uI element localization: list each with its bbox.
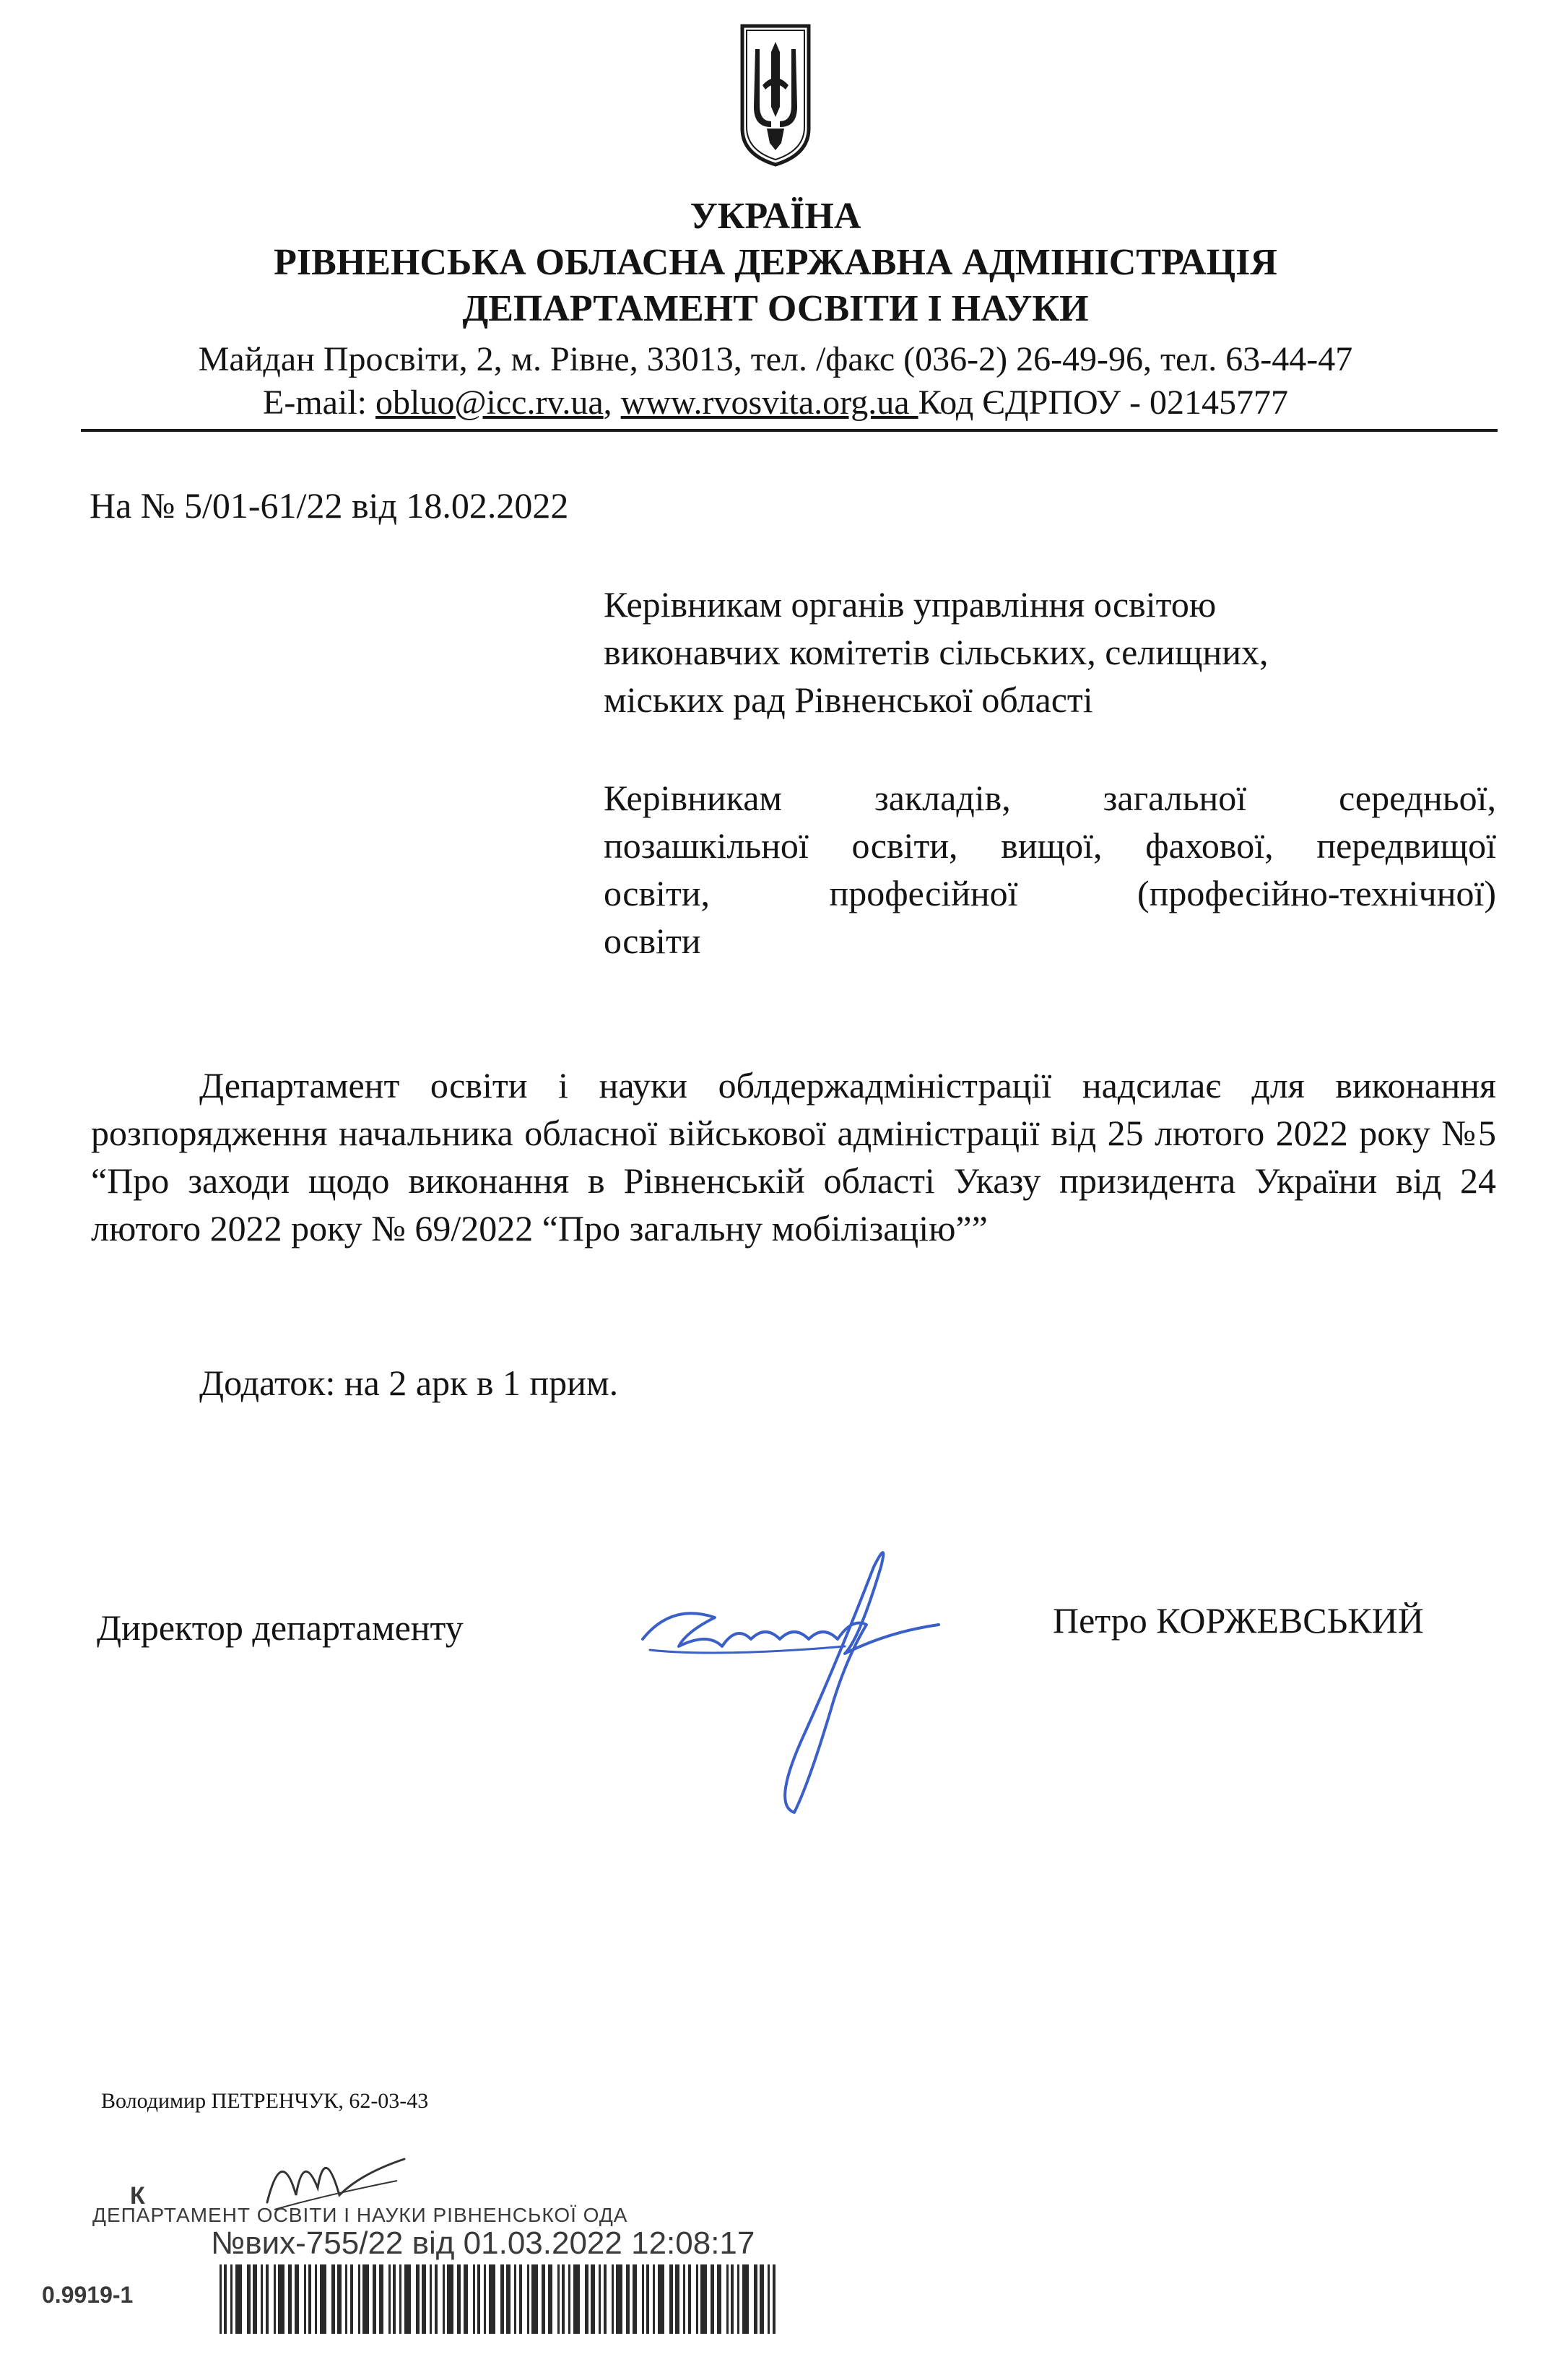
barcode-bar [278, 2264, 284, 2334]
barcode-bar [362, 2264, 369, 2334]
barcode-bar [247, 2264, 251, 2334]
barcode-bar [266, 2264, 269, 2334]
barcode-bar [519, 2264, 522, 2334]
barcode-bar [304, 2264, 306, 2334]
barcode-bar [235, 2264, 242, 2334]
barcode-bar [514, 2264, 516, 2334]
barcode-bar [653, 2264, 655, 2334]
contacts-separator: , [603, 383, 621, 422]
barcode-bar [731, 2264, 734, 2334]
recipient-block-1 [604, 581, 1496, 724]
header-rule [81, 429, 1498, 432]
barcode-bar [646, 2264, 649, 2334]
coat-of-arms-icon [735, 20, 816, 169]
recipient-line: позашкільної освіти, вищої, фахової, передвищої [604, 825, 1496, 866]
barcode-bar [500, 2264, 504, 2334]
barcode-bar [350, 2264, 353, 2334]
barcode-bar [358, 2264, 360, 2334]
barcode-bar [642, 2264, 644, 2334]
barcode-bar [726, 2264, 729, 2334]
barcode-bar [253, 2264, 257, 2334]
barcode-bar [696, 2264, 698, 2334]
barcode-bar [295, 2264, 299, 2334]
barcode-bar [754, 2264, 757, 2334]
header-country: УКРАЇНА [690, 196, 861, 237]
recipient-line: Керівникам органів управління освітою [604, 584, 1217, 625]
website-link[interactable]: www.rvosvita.org.ua [620, 383, 918, 422]
barcode-bar [274, 2264, 276, 2334]
barcode-bar [604, 2264, 607, 2334]
barcode-bar [220, 2264, 222, 2334]
barcode-bar [616, 2264, 622, 2334]
barcode-bar [768, 2264, 770, 2334]
barcode-bar [473, 2264, 475, 2334]
header-contacts [0, 383, 1551, 423]
barcode-bar [430, 2264, 432, 2334]
barcode-bar [447, 2264, 453, 2334]
email-label: E-mail: [263, 383, 375, 422]
barcode-bar [773, 2264, 776, 2334]
barcode-bar [742, 2264, 749, 2334]
barcode-bar [224, 2264, 227, 2334]
barcode-bar [345, 2264, 347, 2334]
barcode-bar [422, 2264, 426, 2334]
barcode-bar [404, 2264, 411, 2334]
barcode-bar [612, 2264, 614, 2334]
barcode-bar [633, 2264, 637, 2334]
barcode-bar [337, 2264, 342, 2334]
header-administration: РІВНЕНСЬКА ОБЛАСНА ДЕРЖАВНА АДМІНІСТРАЦІЯ [274, 242, 1277, 283]
barcode-bar [393, 2264, 396, 2334]
barcode-bar [331, 2264, 335, 2334]
recipient-line: міських рад Рівненської області [604, 679, 1093, 720]
barcode-bar [261, 2264, 263, 2334]
recipient-line: виконавчих комітетів сільських, селищних, [604, 632, 1269, 672]
barcode-bar [683, 2264, 685, 2334]
barcode-bar [416, 2264, 420, 2334]
barcode-bar [443, 2264, 445, 2334]
barcode-bar [308, 2264, 311, 2334]
barcode-bar [700, 2264, 707, 2334]
barcode-bar [477, 2264, 480, 2334]
body-paragraph: Департамент освіти і науки облдержадміністрації надсилає для виконання розпорядження начальника обласної військової адміністрації від 25 лютого 2022 року №5 “Про заходи щодо виконання в Рівненській області Указу призидента України від 24 лютого 2022 року № 69/2022 “Про загальну мобілізацію”” [91, 1065, 1496, 1248]
barcode-bar [435, 2264, 438, 2334]
barcode-bar [688, 2264, 691, 2334]
recipient-line: освіти [604, 921, 701, 961]
stamp-code: 0.9919-1 [42, 2282, 134, 2308]
barcode-bar [320, 2264, 326, 2334]
body-paragraph-block [91, 1061, 1496, 1252]
attachment-block [91, 1359, 1496, 1407]
barcode-bar [760, 2264, 764, 2334]
barcode-bar [399, 2264, 401, 2334]
barcode [217, 2264, 780, 2334]
barcode-bar [573, 2264, 580, 2334]
barcode-bar [388, 2264, 391, 2334]
barcode-bar [626, 2264, 630, 2334]
stamp-registration-number: №вих-755/22 від 01.03.2022 12:08:17 [211, 2225, 755, 2261]
barcode-bar [542, 2264, 545, 2334]
barcode-bar [557, 2264, 560, 2334]
barcode-bar [457, 2264, 461, 2334]
attachment-note: Додаток: на 2 арк в 1 прим. [199, 1363, 619, 1403]
reference-line: На № 5/01-61/22 від 18.02.2022 [90, 485, 569, 526]
barcode-bar [288, 2264, 292, 2334]
signatory-title: Директор департаменту [97, 1607, 464, 1648]
barcode-bar [484, 2264, 486, 2334]
barcode-bar [717, 2264, 721, 2334]
barcode-bar [379, 2264, 383, 2334]
signatory-name: Петро КОРЖЕВСЬКИЙ [1053, 1600, 1424, 1641]
barcode-bar [373, 2264, 376, 2334]
barcode-bar [527, 2264, 529, 2334]
barcode-bar [669, 2264, 673, 2334]
recipient-line: Керівникам закладів, загальної середньої, [604, 778, 1496, 818]
recipient-line: освіти, професійної (професійно-технічної) [604, 873, 1496, 913]
recipient-block-2 [604, 774, 1496, 965]
edrpou-code: Код ЄДРПОУ - 02145777 [918, 383, 1288, 422]
barcode-bar [531, 2264, 538, 2334]
barcode-bar [658, 2264, 664, 2334]
header-address: Майдан Просвіти, 2, м. Рівне, 33013, тел. /факс (036-2) 26-49-96, тел. 63-44-47 [198, 340, 1353, 378]
handwritten-signature [628, 1524, 960, 1827]
barcode-bar [599, 2264, 601, 2334]
barcode-bar [711, 2264, 714, 2334]
barcode-bar [591, 2264, 595, 2334]
stamp-mark: К [130, 2182, 145, 2210]
email-link[interactable]: obluo@icc.rv.ua [375, 383, 604, 422]
barcode-bar [737, 2264, 739, 2334]
barcode-bar [506, 2264, 511, 2334]
barcode-bar [562, 2264, 565, 2334]
barcode-bar [315, 2264, 317, 2334]
barcode-bar [585, 2264, 588, 2334]
barcode-bar [464, 2264, 468, 2334]
barcode-bar [675, 2264, 679, 2334]
barcode-bar [230, 2264, 233, 2334]
barcode-bar [489, 2264, 495, 2334]
barcode-bar [568, 2264, 570, 2334]
stamp-department: ДЕПАРТАМЕНТ ОСВІТИ І НАУКИ РІВНЕНСЬКОЇ ОДА [92, 2204, 628, 2226]
barcode-bar [548, 2264, 552, 2334]
executor-line: Володимир ПЕТРЕНЧУК, 62-03-43 [101, 2089, 429, 2113]
header-department: ДЕПАРТАМЕНТ ОСВІТИ І НАУКИ [462, 288, 1089, 329]
